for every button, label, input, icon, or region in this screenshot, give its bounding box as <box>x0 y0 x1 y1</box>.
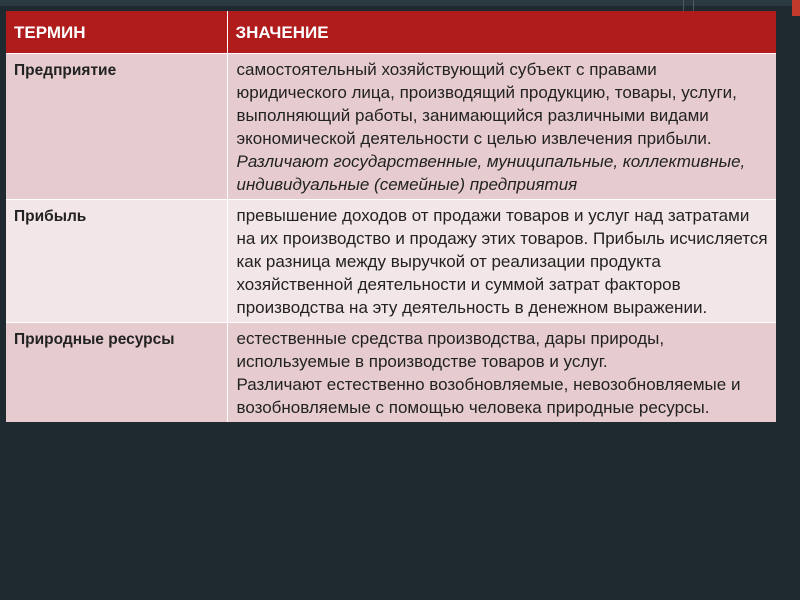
definition-cell <box>227 323 776 423</box>
table-row <box>6 200 776 323</box>
definition-text: естественные средства производства, дары природы, используемые в производстве товаров и услуг. <box>236 329 665 371</box>
definition-note: Различают естественно возобновляемые, невозобновляемые и возобновляемые с помощью человека природные ресурсы. <box>236 375 741 417</box>
header-meaning: ЗНАЧЕНИЕ <box>227 11 776 54</box>
accent-mark <box>792 0 800 16</box>
table-row <box>6 323 776 423</box>
definition-cell <box>227 54 776 200</box>
terms-table <box>6 11 776 422</box>
term-cell: Прибыль <box>6 200 227 323</box>
definition-note: Различают государственные, муниципальные, коллективные, индивидуальные (семейные) предприятия <box>236 152 746 194</box>
term-cell: Природные ресурсы <box>6 323 227 423</box>
definition-text: самостоятельный хозяйствующий субъект с правами юридического лица, производящий продукцию, товары, услуги, выполняющий работы, занимающийся различными видами экономической деятельности с целью извлечения прибыли. <box>236 60 737 148</box>
definition-text: превышение доходов от продажи товаров и услуг над затратами на их производство и продажу этих товаров. Прибыль исчисляется как разница между выручкой от реализации продукта хозяйственной деятельности и суммой затрат факторов производства на эту деятельность в денежном выражении. <box>236 206 768 317</box>
slide-top-band <box>0 0 800 6</box>
header-term: ТЕРМИН <box>6 11 227 54</box>
term-cell: Предприятие <box>6 54 227 200</box>
terms-table-container <box>6 11 776 600</box>
definition-cell <box>227 200 776 323</box>
table-row <box>6 54 776 200</box>
table-header-row <box>6 11 776 54</box>
